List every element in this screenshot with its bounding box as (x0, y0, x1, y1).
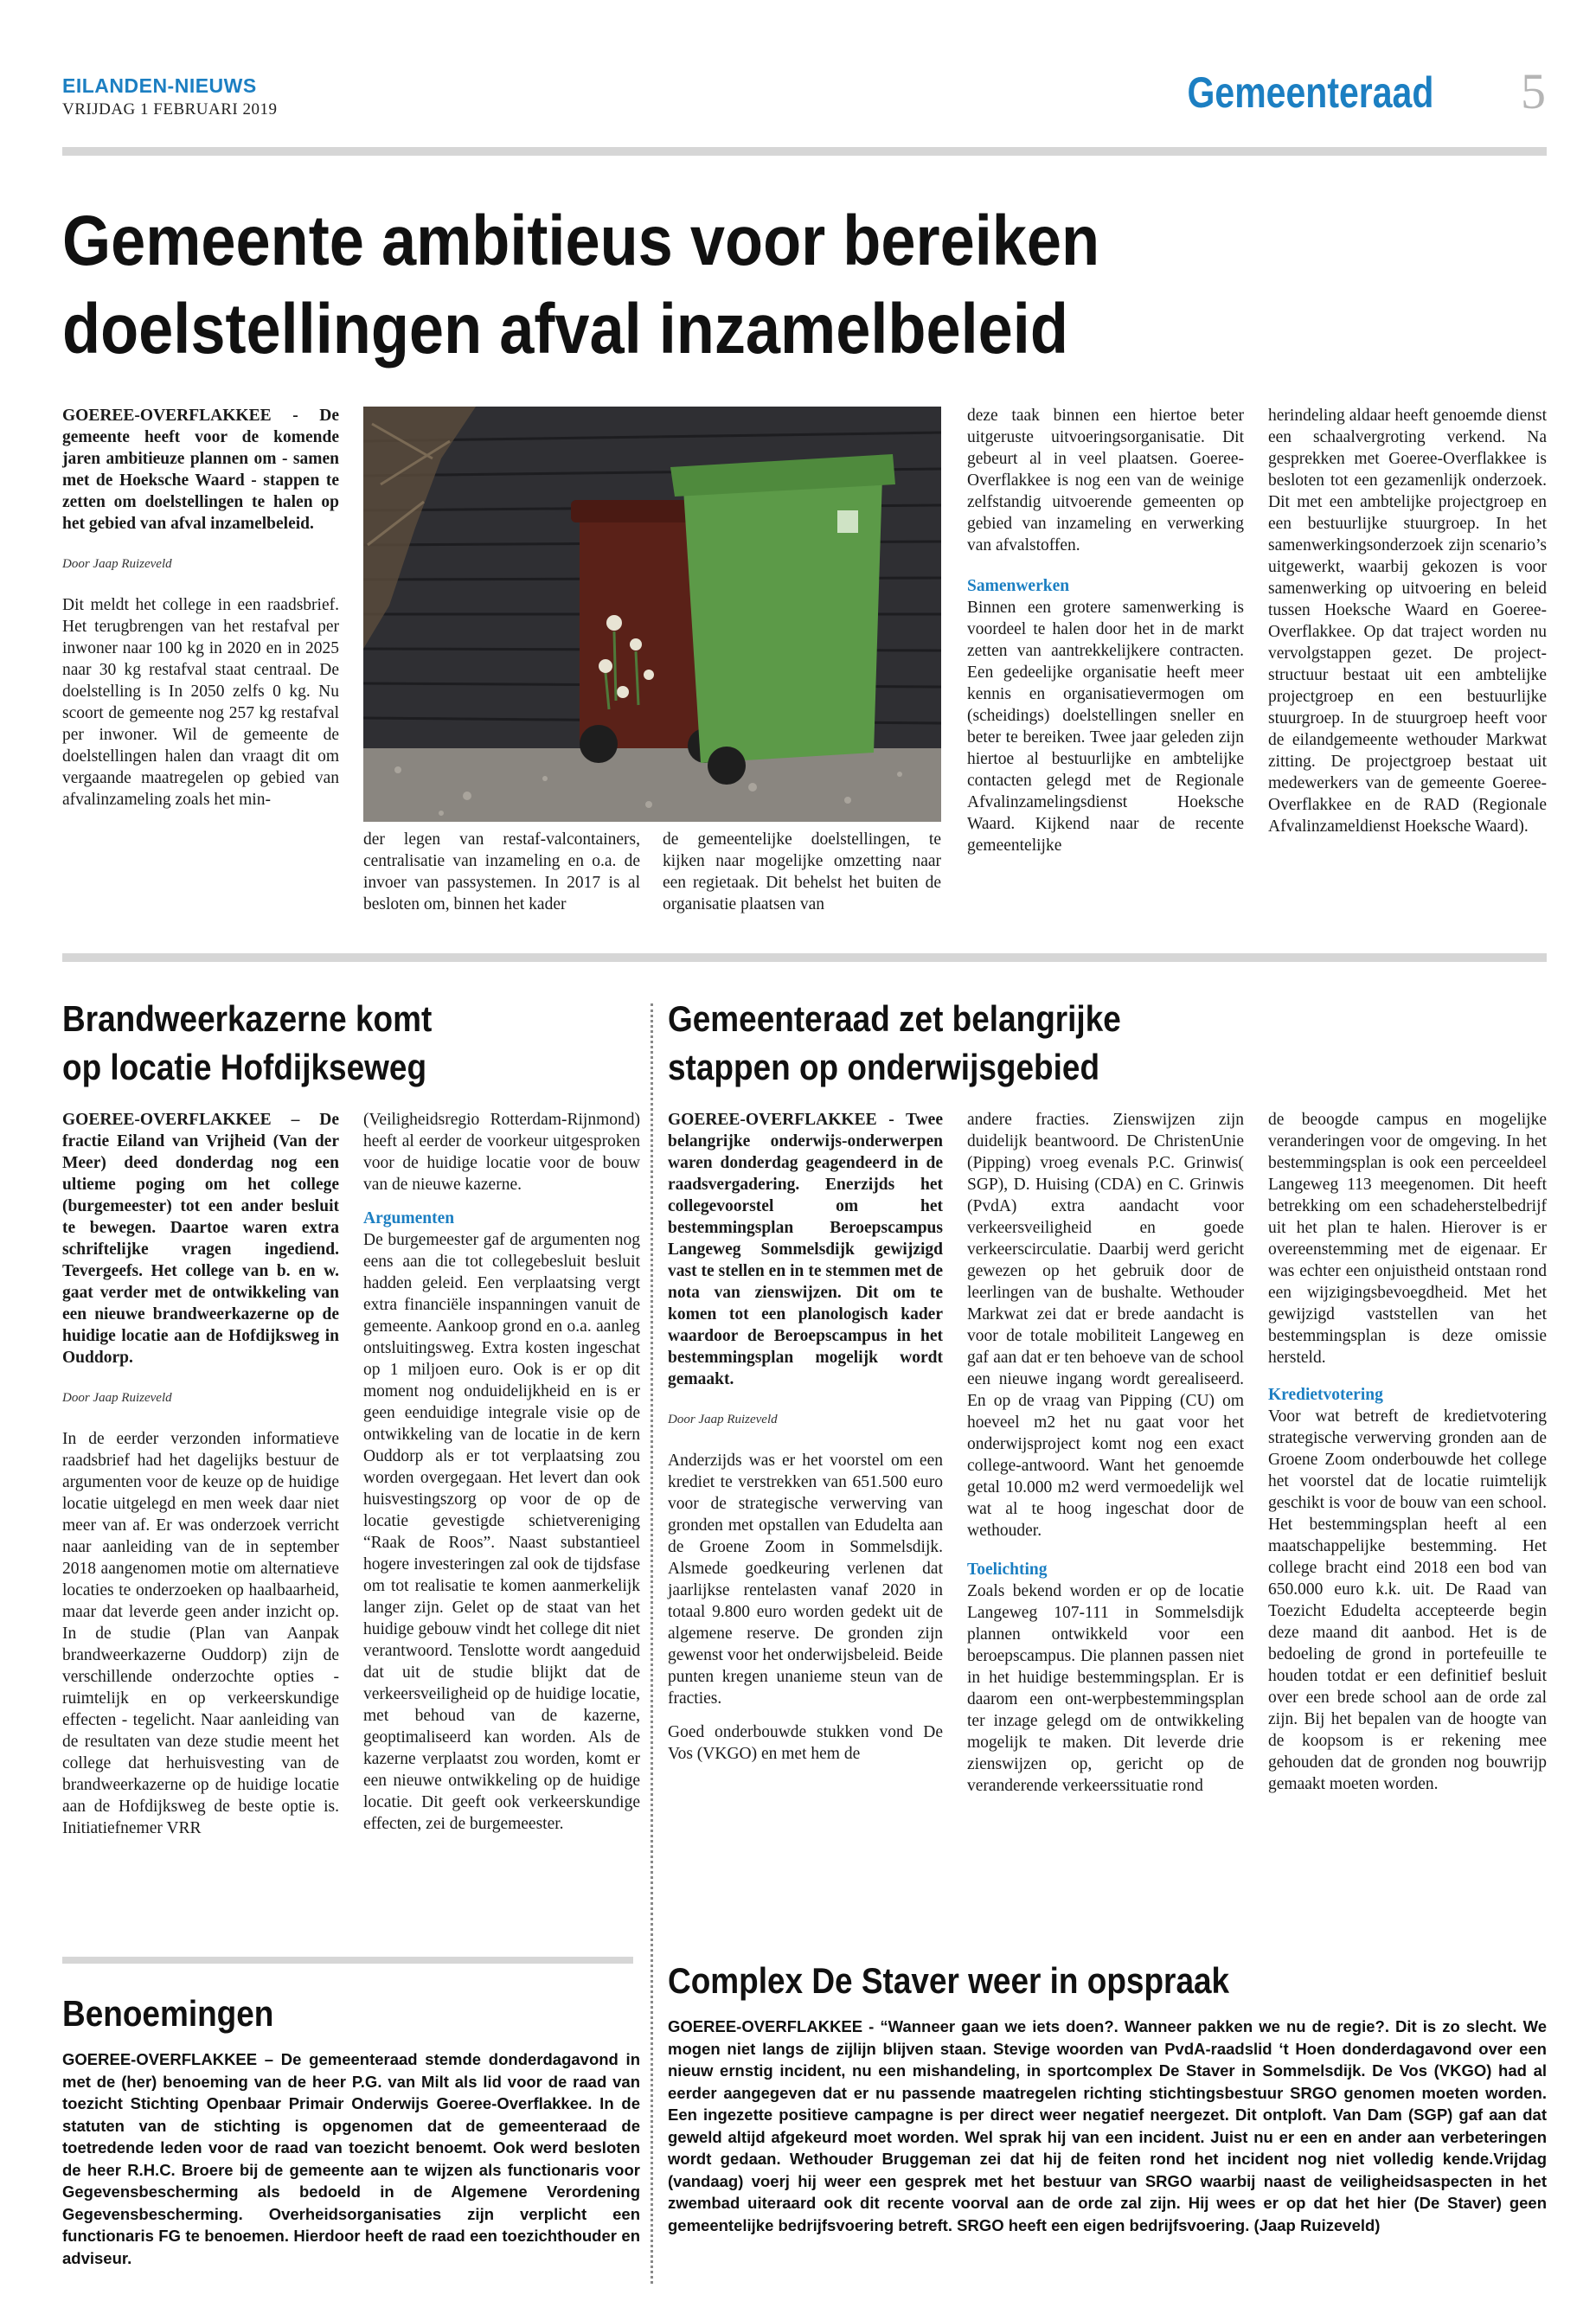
article4-body: GOEREE-OVERFLAKKEE – De gemeenteraad stemde donderdagavond in met de (her) benoeming van de heer P.G. van Milt als lid voor de raad van toezicht Stichting Openbaar Primair Onderwijs Goeree-Overflakkee. In de statuten van de stichting is opgenomen dat de gemeenteraad de toetredende leden voor de raad van toezicht benoemt. Ook werd besloten de heer R.H.C. Broere bij de gemeente aan te wijzen als functionaris voor Gegevensbescherming als bedoeld in de Algemene Verordening Gegevensbescherming. Overheidsorganisaties zijn verplicht een functionaris FG te benoemen. Hierdoor heeft de raad een toezichthouder en adviseur. (62, 2050, 640, 2267)
article1-subhead-samenwerken: Samenwerken (967, 577, 1070, 595)
article3-subhead-kredietvotering: Kredietvotering (1268, 1386, 1383, 1404)
article3-text-col1a: Anderzijds was er het voorstel om een krediet te verstrekken van 651.500 euro voor de strategische verwerving van gronden met opstallen van Edudelta aan de Groene Zoom in Sommelsdijk. Alsmede goedkeuring verlenen dat jaarlijkse rentelasten vanaf 2020 in totaal 9.800 euro worden gedekt uit de algemene reserve. De gronden zijn gewenst voor het onderwijsbeleid. Beide punten kregen unanieme steun van de fracties. (668, 1452, 943, 1708)
article2-subhead-argumenten: Argumenten (363, 1209, 455, 1227)
article3-headline-line1: Gemeenteraad zet belangrijke (668, 998, 1121, 1039)
article3-headline-line2: stappen op onderwijsgebied (668, 1047, 1100, 1087)
waste-bins-photo (363, 407, 941, 822)
green-bin (670, 454, 895, 785)
paragraph-gap (668, 1709, 943, 1721)
article2-text-col1: In de eerder verzonden informatieve raadsbrief had het dagelijks bestuur de argumenten voor de keuze op de huidige locatie uitgelegd en men week daar niet meer van af. Er was onderzoek verricht naar aanleiding van de in september 2018 aangenomen motie om alternatieve locaties te onderzoeken op haalbaarheid, maar dat leverde geen ander inzicht op. In de studie (Plan van Aanpak brandweerkazerne Ouddorp) zijn de verschillende onderzochte opties - ruimtelijk en op verkeerskundige effecten - tegelicht. Naar aanleiding van de resultaten van deze studie meent het college dat herhuisvesting van de brandweerkazerne op de huidige locatie aan de Hofdijksweg de beste optie is. Initiatiefnemer VRR (62, 1430, 339, 1837)
article3-text-col3a: de beoogde campus en mogelijke veranderingen voor de omgeving. In het bestemmingsplan is ook een perceeldeel Langeweg 113 meegenomen. Dit heeft betrekking om een schadeherstelbedrijf uit het plan te halen. Hierover is er overeenstemming met de eigenaar. Er was echter een onjuistheid ontstaan rond een wijzigingsbevoegdheid. Met het gewijzigd vaststellen van het bestemmingsplan is deze omissie hersteld. (1268, 1111, 1547, 1367)
article-divider-rule (62, 953, 1547, 962)
article3-text-col1b: Goed onderbouwde stukken vond De Vos (VKGO) en met hem de (668, 1723, 943, 1763)
article5-body: GOEREE-OVERFLAKKEE - “Wanneer gaan we iets doen?. Wanneer pakken we nu de regie?. Dit is zo slecht. We mogen niet langs de zijlijn blijven staan. Stevige woorden van PvdA-raadslid ‘t Hoen donderdagavond over een nieuw ernstig incident, nu een mishandeling, in sportcomplex De Staver in Sommelsdijk. De Vos (VKGO) had al eerder aangegeven dat er nu passende maatregelen richting stichtingsbestuur SRGO genomen moeten worden. Een ingezette positieve campagne is per direct weer negatief neergezet. Dit ontploft. Van Dam (SGP) gaf aan dat geweld altijd afgekeurd moet worden. Wel sprak hij van een incident. Juist nu er een en ander aan verbeteringen wordt gedaan. Wethouder Bruggeman zei dat hij de feiten rond het incident nog niet volledig kende.Vrijdag (vandaag) voerj hij weer een gesprek met het bestuur van SRGO waarbij naast de veiligheidsaspecten in het zwembad uiteraard ook dit recente voorval aan de orde zal zijn. Hij wees er op dat het hier (De Staver) geen gemeentelijke bedrijfsvoering betreft. SRGO heeft een eigen bedrijfsvoering. (Jaap Ruizeveld) (668, 2017, 1547, 2234)
article3-col2 (967, 1109, 1244, 1797)
paper-name: EILANDEN-NIEUWS (62, 74, 257, 97)
article2-byline: Door Jaap Ruizeveld (62, 1391, 172, 1405)
article2-headline (62, 995, 633, 1092)
article1-col1 (62, 405, 339, 811)
article1-headline-line2: doelstellingen afval inzamelbeleid (62, 290, 1068, 369)
issue-date: VRIJDAG 1 FEBRUARI 2019 (62, 100, 278, 119)
article1-text-col2: der legen van restaf-valcontainers, centralisatie van inzameling en o.a. de invoer van passystemen. In 2017 is al besloten om, binnen het kader (363, 830, 640, 913)
article1-photo (363, 407, 941, 822)
header-rule (62, 147, 1547, 156)
article3-subhead-toelichting: Toelichting (967, 1561, 1048, 1579)
article1-col2 (363, 829, 640, 915)
article2-headline-line1: Brandweerkazerne komt (62, 998, 433, 1039)
article1-headline-line1: Gemeente ambitieus voor bereiken (62, 202, 1100, 280)
article3-col1 (668, 1109, 943, 1765)
article1-col4 (967, 405, 1244, 856)
article3-text-col2b: Zoals bekend worden er op de locatie Langeweg 107-111 in Sommelsdijk plannen ontwikkeld voor een beroepscampus. Die plannen passen niet in het huidige bestemmingsplan. Er is daarom een ont-werpbestemmingsplan ter inzage gelegd om de ontwikkeling mogelijk te maken. Dit leverde drie zienswijzen op, gericht op de veranderende verkeerssituatie rond (967, 1582, 1244, 1795)
article3-byline: Door Jaap Ruizeveld (668, 1413, 778, 1426)
article2-text-col2b: De burgemeester gaf de argumenten nog eens aan die tot collegebesluit besluit hadden geleid. Een verplaatsing vergt extra financiële inspanningen vanuit de gemeente. Aankoop grond en o.a. aanleg ontsluitingsweg. Extra kosten ingeschat op 1 miljoen euro. Ook is er op dit moment nog onduidelijkheid en is er geen eenduidige integrale visie op de ontwikkeling van de locatie in de kern Ouddorp als er tot verplaatsing zou worden overgegaan. Het levert dan ook huisvestingszorg op voor de op de locatie gevestigde schietvereniging “Raak de Roos”. Naast substantieel hogere investeringen zal ook de tijdsfase om tot realisatie te komen aanmerkelijk langer zijn. Gelet op de staat van het huidige gebouw vindt het college dit niet verantwoord. Tenslotte wordt aangeduid dat uit de studie blijkt dat de verkeersveiligheid op de huidige locatie, met behoud van de kazerne, geoptimaliseerd kan worden. Als de kazerne verplaatst zou worden, komt er een nieuwe ontwikkeling op de huidige locatie. Dit geeft ook verkeerskundige effecten, zei de burgemeester. (363, 1231, 640, 1833)
article3-headline (668, 995, 1533, 1092)
article1-text-col4a: deze taak binnen een hiertoe beter uitgeruste uitvoeringsorganisatie. Dit gebeurt al in veel plaatsen. Goeree-Overflakkee is nog een van de weinige zelfstandig uitvoerende gemeenten op gebied van inzameling en verwerking van afvalstoffen. (967, 407, 1244, 554)
article2-col2 (363, 1109, 640, 1835)
article1-text-col3: de gemeentelijke doelstellingen, te kijken naar mogelijke omzetting naar een regietaak. Dit behelst het buiten de organisatie plaatsen van (663, 830, 941, 913)
article1-text-col5: herindeling aldaar heeft genoemde dienst een schaalvergroting verkend. Na gesprekken met Goeree-Overflakkee is besloten tot een gezamenlijk onderzoek. Dit met een ambtelijke projectgroep en een bestuurlijke stuurgroep. In het samenwerkingsonderzoek zijn scenario’s uitgewerkt, waarbij gekozen is voor samenwerking op uitvoering en beleid tussen Hoeksche Waard en Goeree-Overflakkee. Op dat traject worden nu vervolgstappen gezet. De project-structuur bestaat uit een ambtelijke projectgroep en een bestuurlijke stuurgroep. In de stuurgroep heeft voor de eilandgemeente wethouder Markwat zitting. De projectgroep bestaat uit medewerkers van de gemeente Goeree-Overflakkee en de RAD (Regionale Afvalinzameldienst Hoeksche Waard). (1268, 407, 1547, 836)
article1-col5 (1268, 405, 1547, 837)
article1-headline (62, 197, 1356, 374)
article5-headline: Complex De Staver weer in opspraak (668, 1960, 1230, 2001)
benoemingen-rule (62, 1957, 633, 1964)
article3-col3 (1268, 1109, 1547, 1795)
article4-headline: Benoemingen (62, 1993, 274, 2034)
article1-lead: GOEREE-OVERFLAKKEE - De gemeente heeft voor de komende jaren ambitieuze plannen om - samen met de Hoeksche Waard - stappen te zetten om doelstellingen te halen op het gebied van afval inzamelbeleid. (62, 407, 339, 533)
article2-text-col2a: (Veiligheidsregio Rotterdam-Rijnmond) heeft al eerder de voorkeur uitgesproken voor de huidige locatie voor de bouw van de nieuwe kazerne. (363, 1111, 640, 1194)
section-title: Gemeenteraad (1187, 68, 1433, 117)
article1-byline: Door Jaap Ruizeveld (62, 557, 172, 571)
column-dotted-divider (651, 1003, 653, 2284)
page-number: 5 (1521, 63, 1546, 119)
article1-text-col4b: Binnen een grotere samenwerking is voordeel te halen door het in de markt zetten van aantrekkelijkere contracten. Een gedeelijke organisatie heeft meer kennis en organisatievermogen om (scheidings) doelstellingen sneller en beter te bereiken. Twee jaar geleden zijn hiertoe al bestuurlijke en ambtelijke contacten gelegd met de Regionale Afvalinzamelingsdienst Hoeksche Waard. Kijkend naar de recente gemeentelijke (967, 599, 1244, 855)
article2-col1 (62, 1109, 339, 1839)
article1-text-col1: Dit meldt het college in een raadsbrief. Het terugbrengen van het restafval per inwoner naar 100 kg in 2020 en in 2025 naar 30 kg restafval staat centraal. De doelstelling is In 2050 zelfs 0 kg. Nu scoort de gemeente nog 257 kg restafval per inwoner. Wil de gemeente de doelstellingen halen dan vraagt dit om vergaande maatregelen op gebied van afvalinzameling zoals het min- (62, 596, 339, 809)
article2-lead: GOEREE-OVERFLAKKEE – De fractie Eiland van Vrijheid (Van der Meer) deed donderdag nog een ultieme poging om het college (burgemeester) tot een ander besluit te bewegen. Daartoe waren extra schriftelijke vragen ingediend. Tevergeefs. Het college van b. en w. gaat verder met de ontwikkeling van een nieuwe brandweerkazerne op de huidige locatie aan de Hofdijksweg in Ouddorp. (62, 1111, 339, 1367)
article3-text-col3b: Voor wat betreft de kredietvotering strategische verwerving gronden aan de Groene Zoom onderbouwde het college het voorstel dat de locatie ruimtelijk geschikt is voor de bouw van een school. Het bestemmingsplan heeft al een maatschappelijke bestemming. Het college bracht eind 2018 een bod van 650.000 euro k.k. uit. De Raad van Toezicht Edudelta accepteerde begin deze maand dit aanbod. Het is de bedoeling de grond in portefeuille te houden totdat er een definitief besluit over een brede school aan de orde zal zijn. Bij het bepalen van de hoogte van de koopsom is er rekening mee gehouden dat de gronden nog bouwrijp gemaakt moeten worden. (1268, 1407, 1547, 1793)
article3-lead: GOEREE-OVERFLAKKEE - Twee belangrijke onderwijs-onderwerpen waren donderdag geagendeerd in de raadsvergadering. Enerzijds het collegevoorstel om het bestemmingsplan Beroepscampus Langeweg Sommelsdijk gewijzigd vast te stellen en in te stemmen met de nota van zienswijzen. Dit om te komen tot een planologisch kader waardoor de Beroepscampus in het bestemmingsplan mogelijk wordt gemaakt. (668, 1111, 943, 1388)
article2-headline-line2: op locatie Hofdijkseweg (62, 1047, 427, 1087)
article1-col3 (663, 829, 941, 915)
article3-text-col2a: andere fracties. Zienswijzen zijn duidelijk beantwoord. De ChristenUnie (Pipping) vroeg evenals P.C. Grinwis( SGP), D. Huising (CDA) en C. Grinwis (PvdA) extra aandacht voor verkeersveiligheid en goede verkeerscirculatie. Daarbij werd gericht gewezen op het gebruik door de leerlingen van de bushalte. Wethouder Markwat zei dat er brede aandacht is voor de totale mobiliteit Langeweg en gaf aan dat er ten behoeve van de school een nieuwe ingang wordt gerealiseerd. En op de vraag van Pipping (CU) om hoeveel m2 het nu gaat voor het onderwijsproject komt nog een exact college-antwoord. Want het genoemde getal 10.000 m2 werd vermoedelijk wel wat al te hoog ingeschat door de wethouder. (967, 1111, 1244, 1540)
